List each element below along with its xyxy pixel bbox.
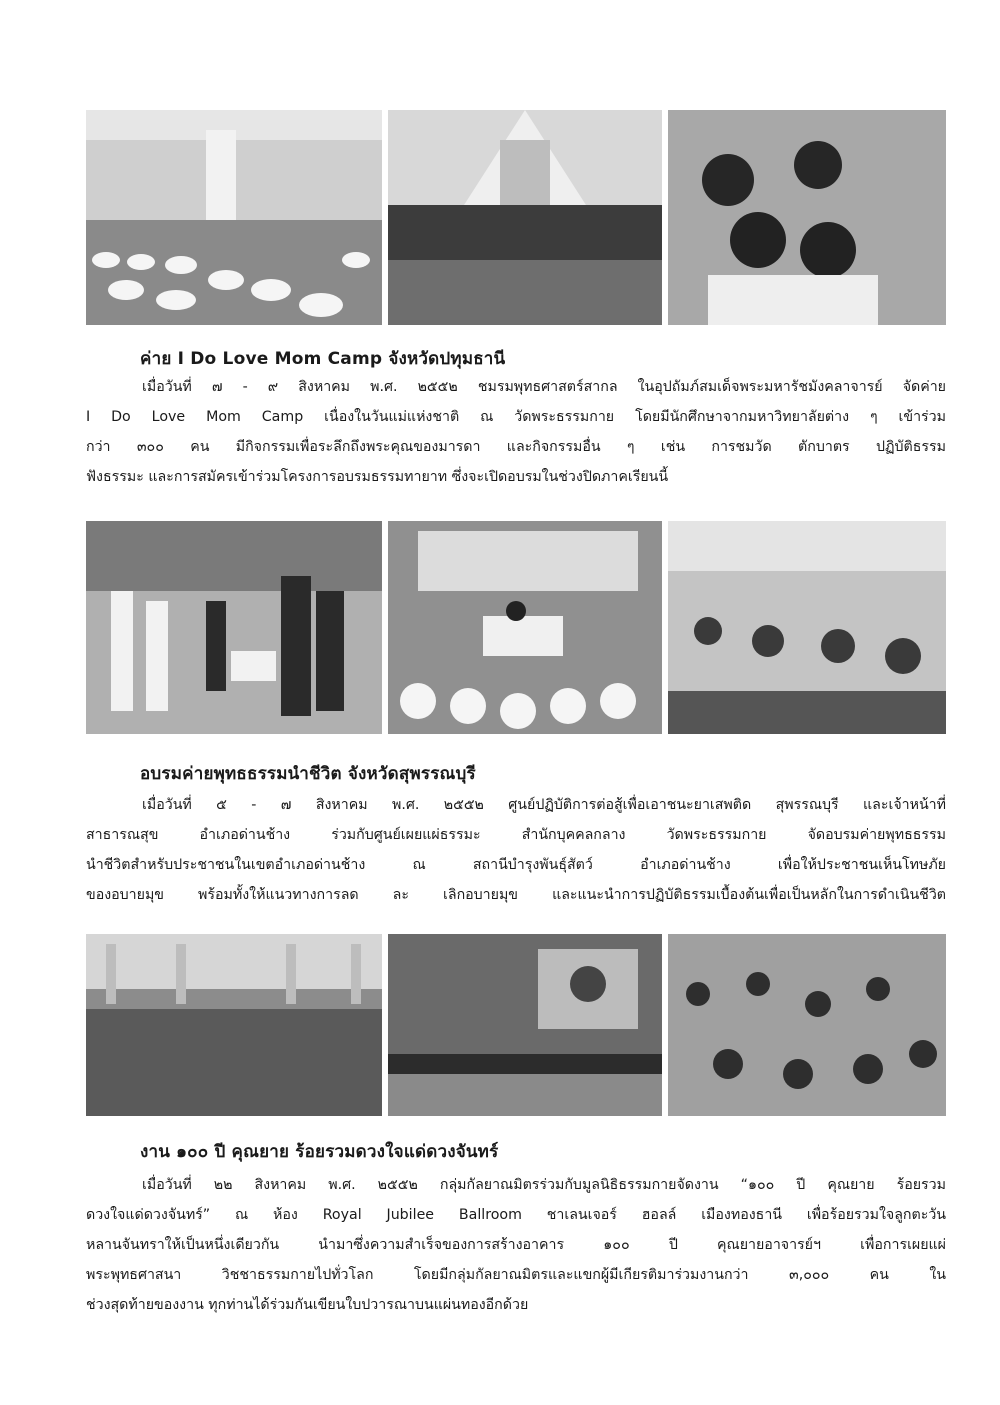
paragraph-line: นำชีวิตสำหรับประชาชนในเขตอำเภอด่านช้าง ณ สถานีบำรุงพันธุ์สัตว์ อำเภอด่านช้าง เพื่อให้ประชาชนเห็นโทษภัย xyxy=(86,857,946,873)
paragraph-line: I Do Love Mom Camp เนื่องในวันแม่แห่งชาติ ณ วัดพระธรรมกาย โดยมีนักศึกษาจากมหาวิทยาลัยต่าง ๆ เข้าร่วม xyxy=(86,409,946,425)
photo-big-screen-stage xyxy=(388,934,662,1116)
paragraph-line: พระพุทธศาสนา วิชชาธรรมกายไปทั่วโลก โดยมีกลุ่มกัลยาณมิตรและแขกผู้มีเกียรติมาร่วมงานกว่า ๓,๐๐๐ คน ใน xyxy=(86,1267,946,1283)
photo-smiling-students xyxy=(668,110,946,325)
paragraph-line: ช่วงสุดท้ายของงาน ทุกท่านได้ร่วมกันเขียนใบปวารณาบนแผ่นทองอีกด้วย xyxy=(86,1297,529,1313)
photo-row-3 xyxy=(86,934,946,1116)
photo-lecture-stage xyxy=(388,521,662,734)
photo-row-1 xyxy=(86,110,946,325)
photo-seated-participants xyxy=(668,521,946,734)
photo-row-2 xyxy=(86,521,946,734)
paragraph-line: กว่า ๓๐๐ คน มีกิจกรรมเพื่อระลึกถึงพระคุณของมารดา และกิจกรรมอื่น ๆ เช่น การชมวัด ตักบาตร ปฏิบัติธรรม xyxy=(86,439,946,455)
section-heading: อบรมค่ายพุทธธรรมนำชีวิต จังหวัดสุพรรณบุรี xyxy=(140,764,476,784)
photo-outdoor-activity xyxy=(86,521,382,734)
section-paragraph xyxy=(86,790,946,910)
paragraph-line: เมื่อวันที่ ๕ - ๗ สิงหาคม พ.ศ. ๒๕๕๒ ศูนย์ปฏิบัติการต่อสู้เพื่อเอาชนะยาเสพติด สุพรรณบุรี และเจ้าหน้าที่ xyxy=(142,797,946,813)
paragraph-line: หลานจันทราให้เป็นหนึ่งเดียวกัน นำมาซึ่งความสำเร็จของการสร้างอาคาร ๑๐๐ ปี คุณยายอาจารย์ฯ เพื่อการเผยแผ่ xyxy=(86,1237,946,1253)
paragraph-line: ดวงใจแด่ดวงจันทร์” ณ ห้อง Royal Jubilee Ballroom ชาเลนเจอร์ ฮอลล์ เมืองทองธานี เพื่อร้อยรวมใจลูกตะวัน xyxy=(86,1207,946,1223)
photo-hall-prostrating-students xyxy=(86,110,382,325)
paragraph-line: เมื่อวันที่ ๒๒ สิงหาคม พ.ศ. ๒๕๕๒ กลุ่มกัลยาณมิตรร่วมกับมูลนิธิธรรมกายจัดงาน “๑๐๐ ปี คุณยาย ร้อยรวม xyxy=(142,1177,946,1193)
photo-temple-group xyxy=(388,110,662,325)
photo-ballroom-crowd xyxy=(86,934,382,1116)
section-paragraph xyxy=(86,1170,946,1320)
section-paragraph xyxy=(86,372,946,492)
section-heading: งาน ๑๐๐ ปี คุณยาย ร้อยรวมดวงใจแด่ดวงจันทร์ xyxy=(140,1142,499,1162)
section-heading: ค่าย I Do Love Mom Camp จังหวัดปทุมธานี xyxy=(140,349,506,369)
paragraph-line: สาธารณสุข อำเภอด่านช้าง ร่วมกับศูนย์เผยแผ่ธรรมะ สำนักบุคคลกลาง วัดพระธรรมกาย จัดอบรมค่ายพุทธธรรม xyxy=(86,827,946,843)
paragraph-line: ฟังธรรมะ และการสมัครเข้าร่วมโครงการอบรมธรรมทายาท ซึ่งจะเปิดอบรมในช่วงปิดภาคเรียนนี้ xyxy=(86,469,669,485)
paragraph-line: ของอบายมุข พร้อมทั้งให้แนวทางการลด ละ เลิกอบายมุข และแนะนำการปฏิบัติธรรมเบื้องต้นเพื่อเป็นหลักในการดำเนินชีวิต xyxy=(86,887,946,903)
paragraph-line: เมื่อวันที่ ๗ - ๙ สิงหาคม พ.ศ. ๒๕๕๒ ชมรมพุทธศาสตร์สากล ในอุปถัมภ์สมเด็จพระมหารัชมังคลาจารย์ จัดค่าย xyxy=(142,379,946,395)
photo-audience-closeup xyxy=(668,934,946,1116)
